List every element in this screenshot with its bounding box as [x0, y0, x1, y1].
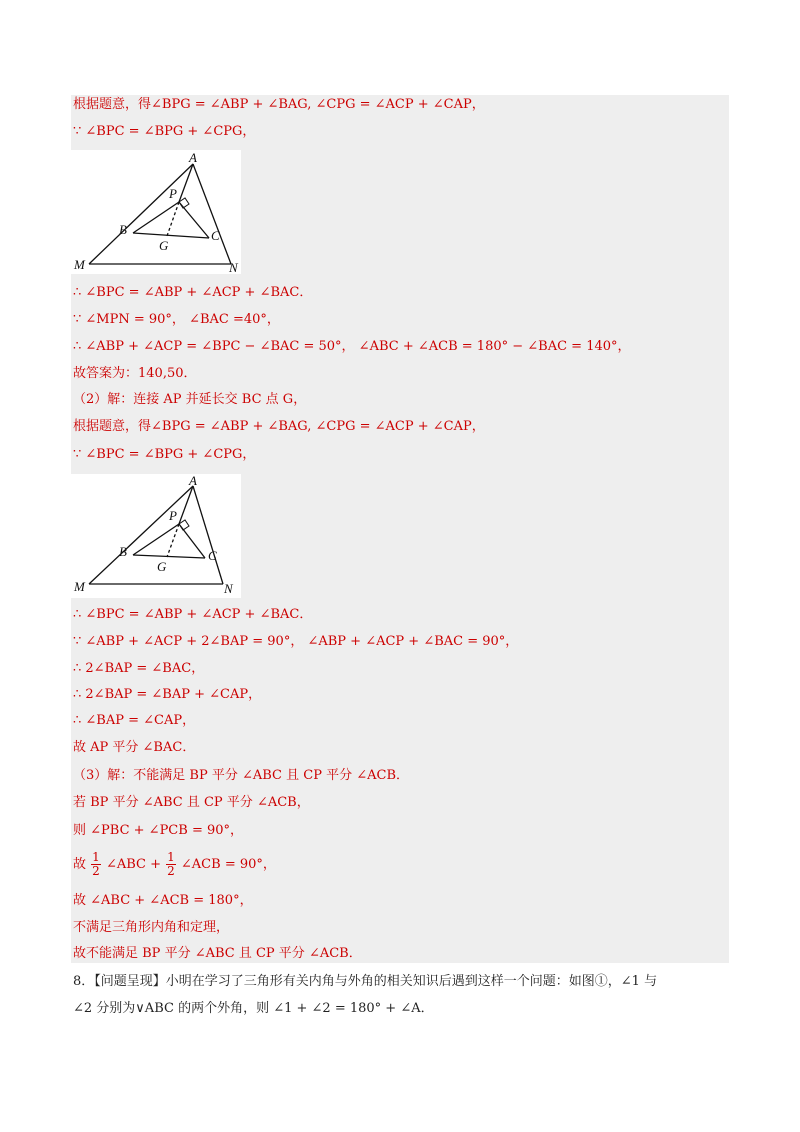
geometry-figure-1	[71, 150, 241, 274]
label-a: A	[189, 474, 197, 488]
fraction-denominator: 2	[92, 864, 100, 878]
label-b: B	[119, 222, 127, 237]
label-g: G	[159, 238, 169, 253]
fraction-term-a: ∠ABC +	[105, 857, 161, 872]
solution-line: 故答案为：140,50．	[73, 366, 197, 381]
solution-line: ∴ ∠BPC = ∠ABP + ∠ACP + ∠BAC．	[73, 607, 313, 622]
solution-line: 故 AP 平分 ∠BAC．	[73, 740, 196, 755]
label-a: A	[189, 150, 197, 165]
solution-line: ∵ ∠ABP + ∠ACP + 2∠BAP = 90°， ∠ABP + ∠ACP + ∠BAC = 90°，	[73, 634, 519, 649]
fraction-numerator: 1	[167, 850, 175, 864]
fraction-numerator: 1	[92, 850, 100, 864]
solution-line: 根据题意，得∠BPG = ∠ABP + ∠BAG, ∠CPG = ∠ACP + ∠CAP，	[73, 97, 485, 112]
solution-line: ∴ ∠BAP = ∠CAP，	[73, 713, 196, 728]
fraction-half	[166, 851, 176, 878]
solution-line: ∴ 2∠BAP = ∠BAC，	[73, 661, 205, 676]
label-p: P	[169, 508, 177, 523]
label-c: C	[211, 228, 220, 243]
geometry-figure-2	[71, 474, 241, 598]
solution-line: 则 ∠PBC + ∠PCB = 90°，	[73, 823, 244, 838]
solution-line: ∴ 2∠BAP = ∠BAP + ∠CAP，	[73, 687, 262, 702]
fraction-denominator: 2	[167, 864, 175, 878]
label-g: G	[157, 559, 167, 574]
label-m: M	[74, 257, 85, 272]
solution-line: （2）解：连接 AP 并延长交 BC 点 G，	[73, 392, 307, 407]
label-m: M	[74, 579, 85, 594]
label-b: B	[119, 544, 127, 559]
label-c: C	[208, 548, 217, 563]
solution-line: 不满足三角形内角和定理，	[73, 920, 230, 935]
fraction-half	[91, 851, 101, 878]
fraction-term-b: ∠ACB = 90°，	[180, 857, 276, 872]
solution-line: ∵ ∠BPC = ∠BPG + ∠CPG，	[73, 447, 256, 462]
label-p: P	[169, 186, 177, 201]
question-8-line-1: 8．【问题呈现】小明在学习了三角形有关内角与外角的相关知识后遇到这样一个问题：如图①，∠1 与	[73, 974, 658, 989]
solution-line: 故 ∠ABC + ∠ACB = 180°，	[73, 893, 253, 908]
solution-line: 根据题意，得∠BPG = ∠ABP + ∠BAG, ∠CPG = ∠ACP + ∠CAP，	[73, 419, 485, 434]
question-8-line-2: ∠2 分别为∨ABC 的两个外角，则 ∠1 + ∠2 = 180° + ∠A．	[73, 1001, 434, 1016]
solution-line: ∴ ∠ABP + ∠ACP = ∠BPC − ∠BAC = 50°， ∠ABC + ∠ACB = 180° − ∠BAC = 140°，	[73, 339, 631, 354]
solution-line: ∵ ∠BPC = ∠BPG + ∠CPG，	[73, 124, 256, 139]
solution-line: 故不能满足 BP 平分 ∠ABC 且 CP 平分 ∠ACB．	[73, 946, 362, 961]
fraction-prefix: 故	[73, 857, 87, 872]
solution-line: ∵ ∠MPN = 90°， ∠BAC =40°，	[73, 312, 280, 327]
solution-line: ∴ ∠BPC = ∠ABP + ∠ACP + ∠BAC．	[73, 285, 313, 300]
label-n: N	[224, 581, 233, 596]
label-n: N	[229, 260, 238, 274]
solution-line-fraction	[73, 850, 276, 880]
solution-line: 若 BP 平分 ∠ABC 且 CP 平分 ∠ACB，	[73, 795, 310, 810]
solution-line: （3）解：不能满足 BP 平分 ∠ABC 且 CP 平分 ∠ACB．	[73, 768, 409, 783]
